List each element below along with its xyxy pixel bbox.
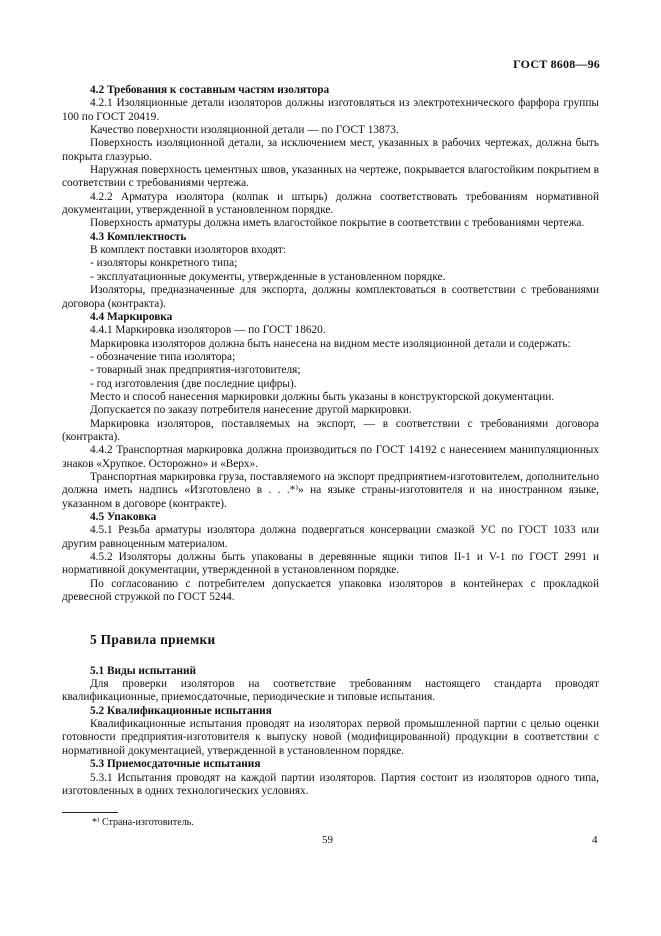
footnote: *⁾ Страна-изготовитель.: [92, 817, 194, 828]
list-item: - товарный знак предприятия-изготовителя;: [90, 364, 301, 377]
paragraph: 4.5.2 Изоляторы должны быть упакованы в деревянные ящики типов II-1 и V-1 по ГОСТ 2991 и нормативной документации, утвержденной в установленном порядке.: [62, 551, 599, 577]
list-item: - год изготовления (две последние цифры).: [90, 377, 297, 390]
subsection-heading: 5.2 Квалификационные испытания: [90, 704, 272, 717]
paragraph: 4.4.2 Транспортная маркировка должна производиться по ГОСТ 14192 с нанесением манипуляционных знаков «Хрупкое. Осторожно» и «Верх».: [62, 444, 599, 470]
body-text: [62, 84, 599, 798]
paragraph: По согласованию с потребителем допускается упаковка изоляторов в контейнерах с прокладкой древесной стружкой по ГОСТ 5244.: [62, 577, 599, 604]
subsection-heading: 4.2 Требования к составным частям изолятора: [90, 84, 330, 96]
paragraph: Изоляторы, предназначенные для экспорта, должны комплектоваться в соответствии с требованиями договора (контракта).: [62, 284, 599, 310]
paragraph: Поверхность арматуры должна иметь влагостойкое покрытие в соответствии с требованиями чертежа.: [90, 217, 585, 230]
paragraph: Транспортная маркировка груза, поставляемого на экспорт предприятием-изготовителем, дополнительно должна иметь надпись «Изготовлено в . . .*⁾» на языке страны-изготовителя и на иностранном языке, указанном в договоре (контракте).: [62, 470, 599, 510]
paragraph: Место и способ нанесения маркировки должны быть указаны в конструкторской документации.: [90, 390, 555, 403]
page-number-right: 4: [592, 834, 598, 846]
paragraph: В комплект поставки изоляторов входят:: [90, 244, 286, 257]
page-number-center: 59: [322, 834, 333, 846]
paragraph: Для проверки изоляторов на соответствие требованиям настоящего стандарта проводят квалификационные, приемосдаточные, периодические и типовые испытания.: [62, 678, 599, 704]
paragraph: Допускается по заказу потребителя нанесение другой маркировки.: [90, 404, 412, 417]
list-item: - обозначение типа изолятора;: [90, 350, 236, 363]
paragraph: Наружная поверхность цементных швов, указанных на чертеже, покрывается влагостойким покрытием в соответствии с требованиями чертежа.: [62, 164, 599, 190]
section-4-continued: [62, 84, 599, 604]
subsection-heading: 4.5 Упаковка: [90, 511, 157, 523]
paragraph: 5.3.1 Испытания проводят на каждой партии изоляторов. Партия состоит из изоляторов одного типа, изготовленных в одних технологических условиях.: [62, 771, 599, 797]
subsection-heading: 4.4 Маркировка: [90, 310, 173, 323]
subsection-heading: 4.3 Комплектность: [90, 230, 187, 243]
paragraph: Квалификационные испытания проводят на изоляторах первой промышленной партии с целью оценки готовности предприятия-изготовителя к выпуску новой (модифицированной) продукции в соответствии с нормативной документацией, утвержденной в установленном порядке.: [62, 718, 599, 757]
list-item: - эксплуатационные документы, утвержденные в установленном порядке.: [90, 270, 446, 283]
section-5-acceptance-rules: [62, 665, 599, 798]
section-5-heading: 5 Правила приемки: [90, 632, 216, 648]
footnote-separator: [62, 812, 118, 813]
standard-number: ГОСТ 8608—96: [513, 57, 600, 71]
subsection-heading: 5.1 Виды испытаний: [90, 664, 197, 677]
paragraph: 4.2.2 Арматура изолятора (колпак и штырь) должна соответствовать требованиям нормативной документации, утвержденной в установленном порядке.: [62, 190, 599, 217]
paragraph: Маркировка изоляторов, поставляемых на экспорт, — в соответствии с требованиями договора (контракта).: [62, 417, 599, 443]
subsection-heading: 5.3 Приемосдаточные испытания: [90, 758, 261, 771]
paragraph: Поверхность изоляционной детали, за исключением мест, указанных в рабочих чертежах, должна быть покрыта глазурью.: [62, 137, 599, 163]
paragraph: Качество поверхности изоляционной детали — по ГОСТ 13873.: [90, 124, 399, 137]
paragraph: 4.4.1 Маркировка изоляторов — по ГОСТ 18620.: [90, 324, 326, 337]
paragraph: Маркировка изоляторов должна быть нанесена на видном месте изоляционной детали и содержать:: [90, 337, 571, 350]
paragraph: 4.2.1 Изоляционные детали изоляторов должны изготовляться из электротехнического фарфора группы 100 по ГОСТ 20419.: [62, 97, 599, 123]
list-item: - изоляторы конкретного типа;: [90, 257, 238, 270]
paragraph: 4.5.1 Резьба арматуры изолятора должна подвергаться консервации смазкой УС по ГОСТ 1033 или другим равноценным материалом.: [62, 524, 599, 550]
